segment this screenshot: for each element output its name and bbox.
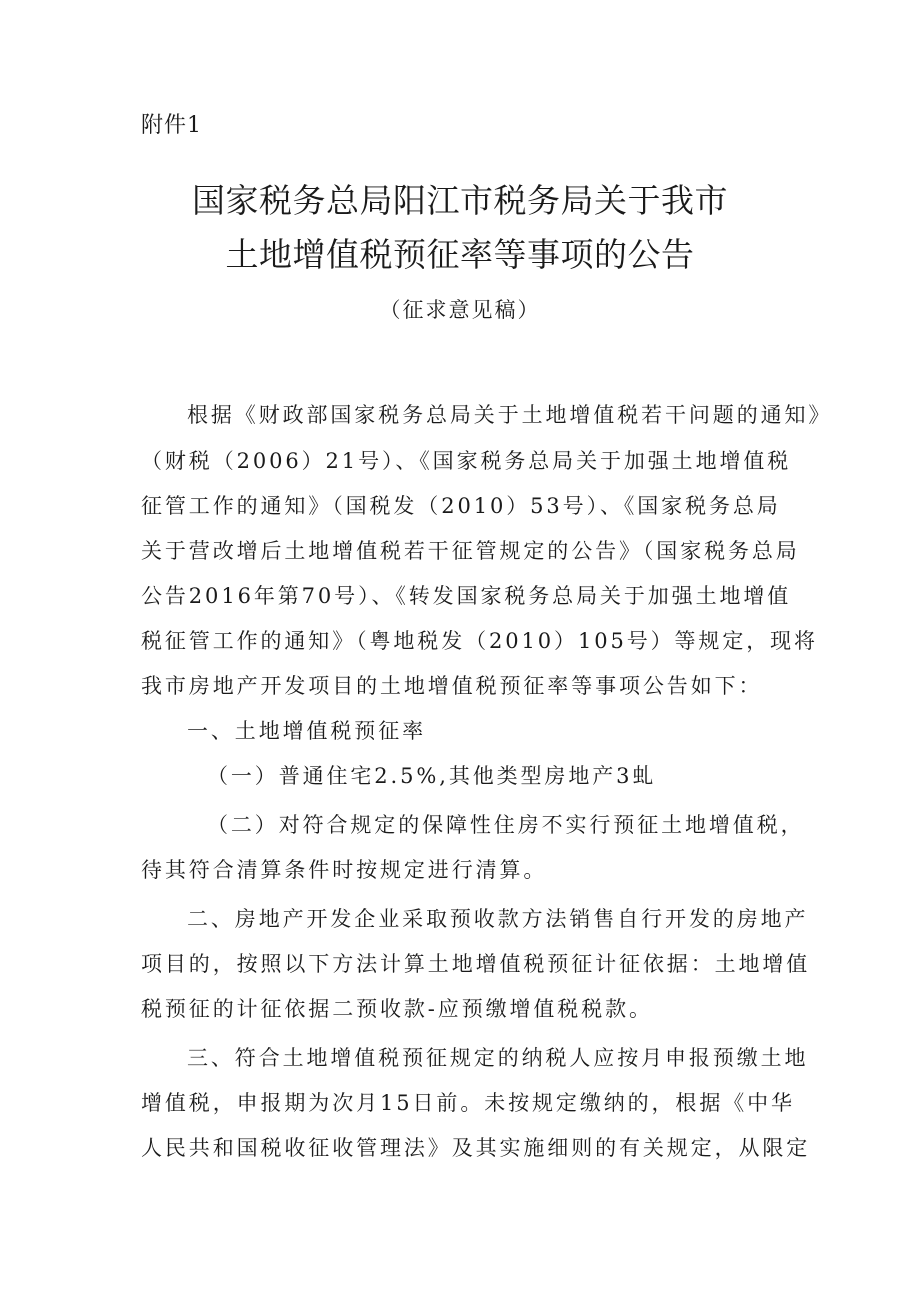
paragraph-line: 关于营改增后土地增值税若干征管规定的公告》（国家税务总局 [141, 539, 800, 563]
subtitle: （征求意见稿） [379, 298, 541, 322]
paragraph-line: 二、房地产开发企业采取预收款方法销售自行开发的房地产 [187, 907, 809, 931]
paragraph-line: 人民共和国税收征收管理法》及其实施细则的有关规定，从限定 [141, 1136, 811, 1160]
paragraph-line: 三、符合土地增值税预征规定的纳税人应按月申报预缴土地 [187, 1046, 809, 1070]
section-heading: 一、土地增值税预征率 [187, 719, 426, 743]
paragraph-line: （财税（2006）21号）、《国家税务总局关于加强土地增值税 [141, 449, 792, 473]
paragraph-line: 根据《财政部国家税务总局关于土地增值税若干问题的通知》 [187, 403, 833, 427]
paragraph-line: 待其符合清算条件时按规定进行清算。 [141, 858, 548, 882]
title-line-2: 土地增值税预征率等事项的公告 [225, 235, 695, 274]
paragraph-line: 项目的，按照以下方法计算土地增值税预征计征依据：土地增值 [141, 952, 811, 976]
paragraph-line: （二）对符合规定的保障性住房不实行预征土地增值税， [207, 813, 805, 837]
paragraph-line: 我市房地产开发项目的土地增值税预征率等事项公告如下： [141, 674, 763, 698]
paragraph-line: 征管工作的通知》（国税发（2010）53号）、《国家税务总局 [141, 494, 781, 518]
paragraph-line: （一）普通住宅2.5%,其他类型房地产3虬 [207, 764, 657, 788]
title-line-1: 国家税务总局阳江市税务局关于我市 [192, 181, 728, 220]
attachment-label: 附件1 [141, 113, 202, 138]
paragraph-line: 公告2016年第70号）、《转发国家税务总局关于加强土地增值 [141, 584, 792, 608]
paragraph-line: 税预征的计征依据二预收款-应预缴增值税税款。 [141, 997, 653, 1021]
paragraph-line: 增值税，申报期为次月15日前。未按规定缴纳的，根据《中华 [141, 1091, 795, 1115]
paragraph-line: 税征管工作的通知》（粤地税发（2010）105号）等规定，现将 [141, 629, 818, 653]
